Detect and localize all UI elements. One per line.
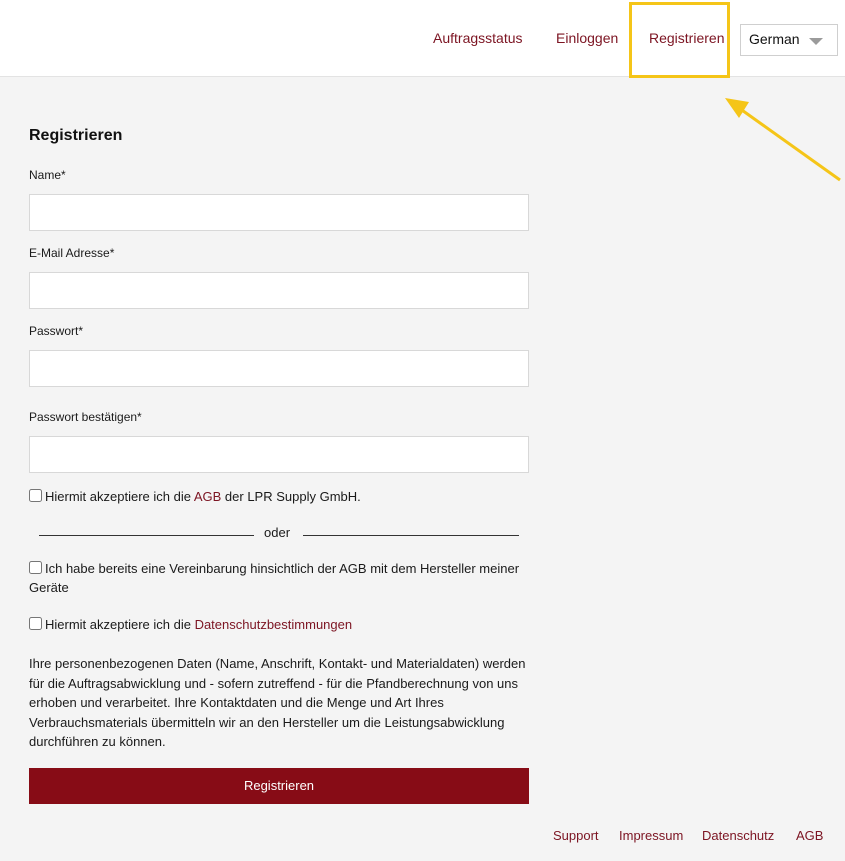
email-input[interactable] (29, 272, 529, 309)
highlight-box (629, 2, 730, 78)
language-selected-value: German (749, 31, 800, 47)
language-select[interactable] (740, 24, 838, 56)
pointer-arrow-icon (715, 88, 845, 188)
privacy-prefix-text: Hiermit akzeptiere ich die (45, 617, 195, 632)
nav-register-link[interactable]: Registrieren (649, 30, 725, 46)
footer-datenschutz-link[interactable]: Datenschutz (702, 828, 775, 843)
page-title: Registrieren (29, 127, 123, 144)
terms-prefix-text: Hiermit akzeptiere ich die (45, 489, 194, 504)
password-label: Passwort* (29, 324, 84, 338)
footer-support-link[interactable]: Support (553, 828, 599, 843)
password-confirm-label: Passwort bestätigen* (29, 410, 142, 424)
nav-order-status-link[interactable]: Auftragsstatus (433, 30, 523, 46)
agreement-row (29, 559, 529, 597)
privacy-row (29, 615, 529, 634)
agreement-checkbox[interactable] (29, 561, 42, 574)
name-label: Name* (29, 168, 66, 182)
name-input[interactable] (29, 194, 529, 231)
nav-login-link[interactable]: Einloggen (556, 30, 619, 46)
password-confirm-input[interactable] (29, 436, 529, 473)
privacy-policy-link[interactable]: Datenschutzbestimmungen (194, 617, 353, 632)
chevron-down-icon (809, 38, 823, 45)
terms-agb-link[interactable]: AGB (193, 489, 222, 504)
terms-checkbox[interactable] (29, 489, 42, 502)
footer-agb-link[interactable]: AGB (796, 828, 824, 843)
email-label: E-Mail Adresse* (29, 246, 115, 260)
divider-left-line (39, 535, 254, 536)
agreement-text: Ich habe bereits eine Vereinbarung hinsichtlich der AGB mit dem Hersteller meiner Geräte (29, 561, 520, 595)
terms-row (29, 487, 529, 506)
password-input[interactable] (29, 350, 529, 387)
divider-text: oder (264, 525, 291, 540)
divider-right-line (303, 535, 519, 536)
footer-impressum-link[interactable]: Impressum (619, 828, 684, 843)
register-submit-button[interactable]: Registrieren (29, 768, 529, 804)
terms-suffix-text: der LPR Supply GmbH. (221, 489, 361, 504)
privacy-checkbox[interactable] (29, 617, 42, 630)
privacy-notice-text: Ihre personenbezogenen Daten (Name, Anschrift, Kontakt- und Materialdaten) werden für die Auftragsabwicklung und - sofern zutreffend - für die Pfandberechnung von uns erhoben und verarbeitet. Ihre Kontaktdaten und die Menge und Art Ihres Verbrauchsmaterials übermitteln wir an den Hersteller um die Leistungsabwicklung durchführen zu können. (29, 656, 526, 749)
